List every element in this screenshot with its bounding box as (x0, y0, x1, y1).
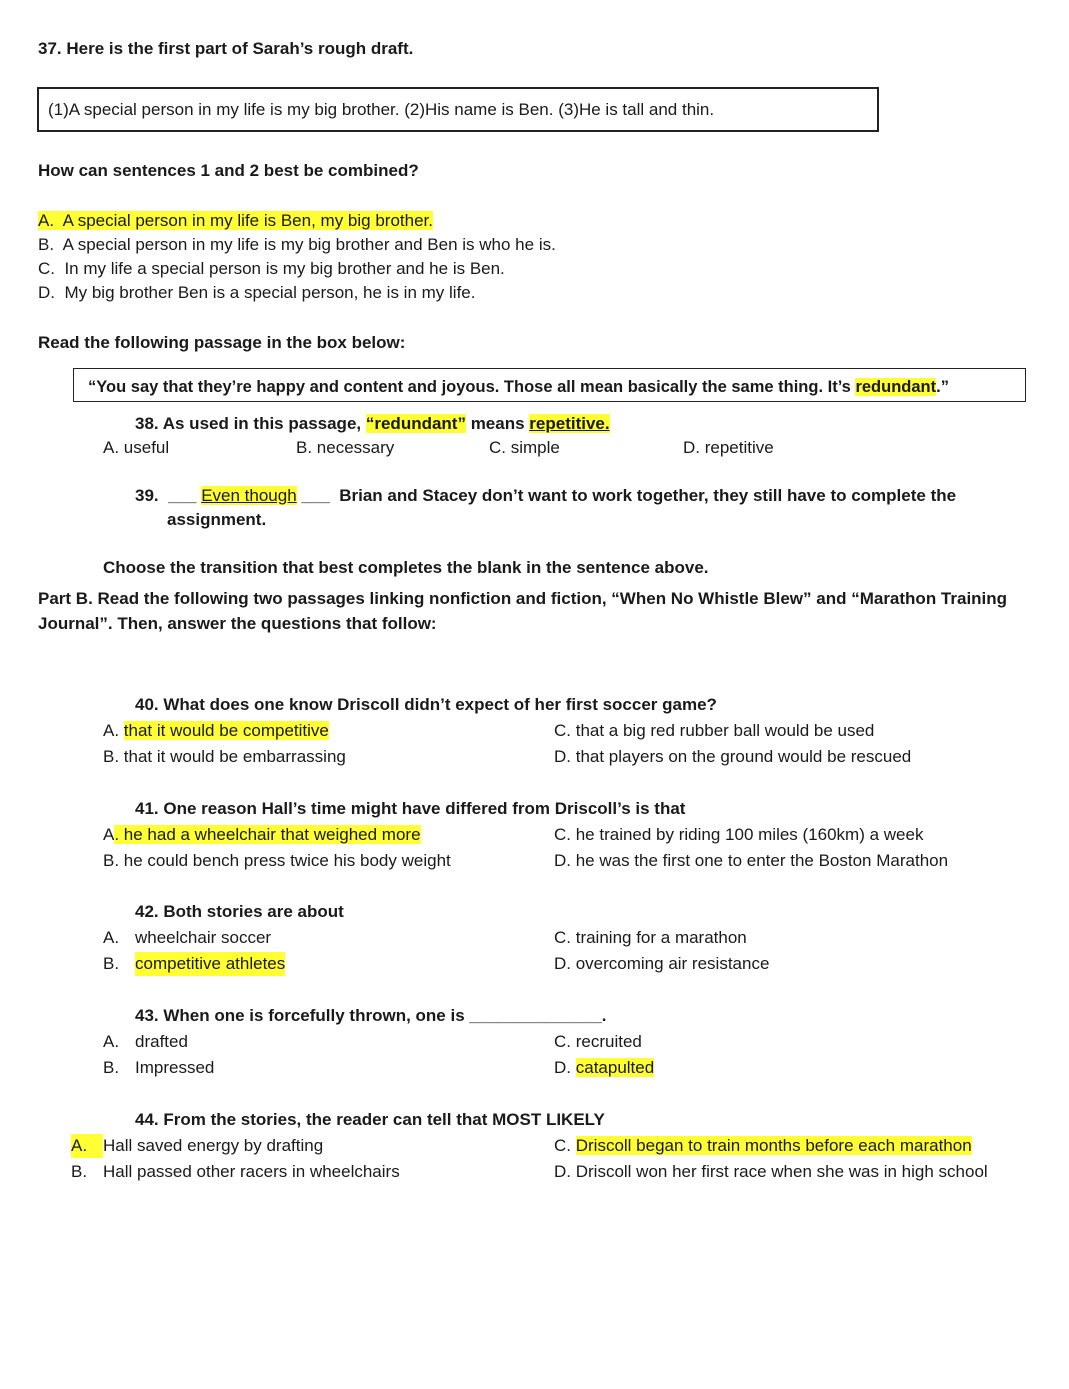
q44-option-d: D. Driscoll won her first race when she was in high school (554, 1162, 988, 1181)
partb-line1: Part B. Read the following two passages linking nonfiction and fiction, “When No Whistle Blew” and “Marathon Training (38, 589, 1008, 608)
draft-text: (1)A special person in my life is my big brother. (2)His name is Ben. (3)He is tall and thin. (48, 100, 715, 119)
q40-option-a: A. that it would be competitive (103, 721, 329, 740)
q39-question: 39. ___ Even though ___ Brian and Stacey don’t want to work together, they still have to complete the (135, 486, 957, 505)
q43-option-b-text: Impressed (135, 1058, 215, 1077)
q41-option-c: C. he trained by riding 100 miles (160km) a week (554, 825, 924, 844)
passage-instruction: Read the following passage in the box below: (38, 333, 406, 352)
q43-option-a-label: A. (103, 1032, 120, 1051)
q41-option-a: A. he had a wheelchair that weighed more (103, 825, 421, 844)
q41-question: 41. One reason Hall’s time might have differed from Driscoll’s is that (135, 799, 686, 818)
q40-question: 40. What does one know Driscoll didn’t expect of her first soccer game? (135, 695, 717, 714)
q37-option-c: C. In my life a special person is my big brother and he is Ben. (38, 259, 505, 278)
q44-option-b-text: Hall passed other racers in wheelchairs (103, 1162, 400, 1181)
q39-question-end: assignment. (167, 510, 267, 529)
q42-option-a-text: wheelchair soccer (135, 928, 272, 947)
q37-option-b: B. A special person in my life is my big brother and Ben is who he is. (38, 235, 556, 254)
q37-option-a: A. A special person in my life is Ben, my big brother. (38, 211, 433, 230)
q40-option-b: B. that it would be embarrassing (103, 747, 346, 766)
q41-option-b: B. he could bench press twice his body weight (103, 851, 451, 870)
q44-question: 44. From the stories, the reader can tell that MOST LIKELY (135, 1110, 605, 1129)
q42-option-a-label: A. (103, 928, 120, 947)
q37-question: How can sentences 1 and 2 best be combined? (38, 161, 419, 180)
q44-option-b-label: B. (71, 1162, 88, 1181)
q38-option-a: A. useful (103, 438, 170, 457)
q42-option-b-text: competitive athletes (135, 952, 285, 976)
partb-line2: Journal”. Then, answer the questions that follow: (38, 614, 437, 633)
q43-option-a-text: drafted (135, 1032, 188, 1051)
q41-option-d: D. he was the first one to enter the Boston Marathon (554, 851, 949, 870)
q40-option-c: C. that a big red rubber ball would be used (554, 721, 875, 740)
q42-option-b-label: B. (103, 954, 120, 973)
q38-option-b: B. necessary (296, 438, 395, 457)
q38-question: 38. As used in this passage, “redundant” means repetitive. (135, 414, 610, 433)
q42-option-c: C. training for a marathon (554, 928, 747, 947)
q42-question: 42. Both stories are about (135, 902, 344, 921)
q44-option-a-label: A. (71, 1134, 103, 1158)
q39-instruction: Choose the transition that best completes the blank in the sentence above. (103, 558, 709, 577)
q37-title: 37. Here is the first part of Sarah’s rough draft. (38, 39, 414, 58)
q44-option-c: C. Driscoll began to train months before each marathon (554, 1136, 972, 1155)
q43-option-d: D. catapulted (554, 1058, 655, 1077)
q37-option-d: D. My big brother Ben is a special person, he is in my life. (38, 283, 476, 302)
q44-option-a-text: Hall saved energy by drafting (103, 1136, 324, 1155)
q42-option-d: D. overcoming air resistance (554, 954, 770, 973)
q43-option-b-label: B. (103, 1058, 120, 1077)
q38-option-c: C. simple (489, 438, 560, 457)
q43-option-c: C. recruited (554, 1032, 642, 1051)
passage-quote: “You say that they’re happy and content and joyous. Those all mean basically the same thing. It’s redundant.” (88, 378, 949, 396)
q40-option-d: D. that players on the ground would be rescued (554, 747, 912, 766)
q38-option-d: D. repetitive (683, 438, 774, 457)
q43-question: 43. When one is forcefully thrown, one is ______________. (135, 1006, 607, 1025)
